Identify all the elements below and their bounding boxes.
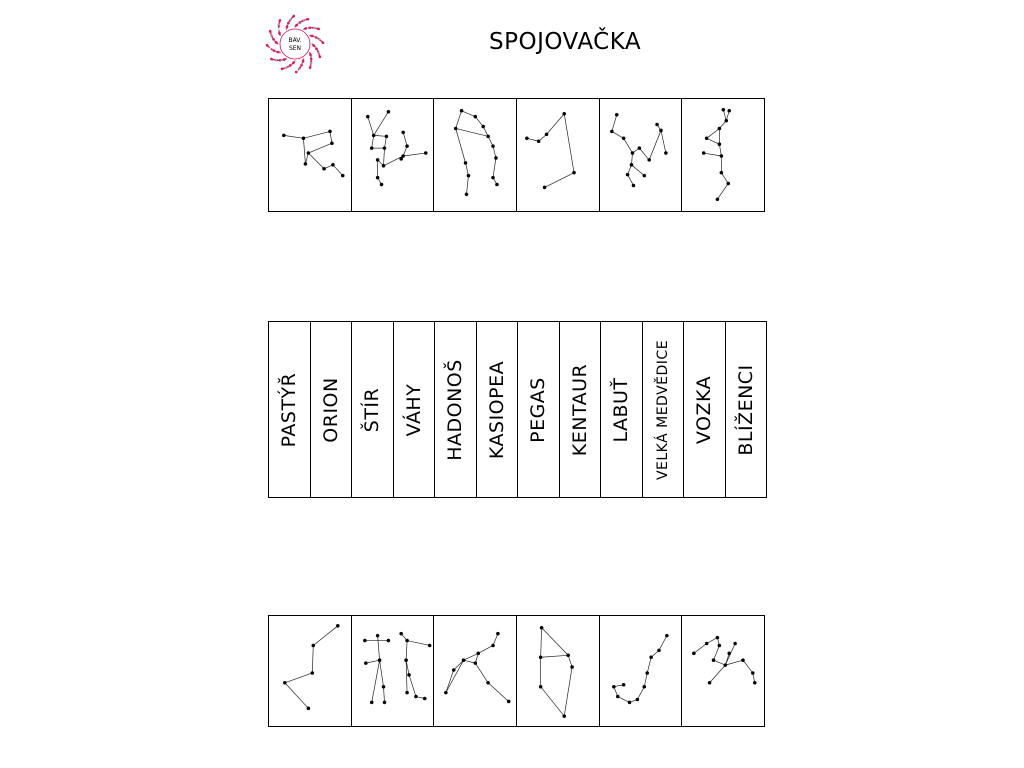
page-title: SPOJOVAČKA <box>489 29 642 55</box>
constellation-icon <box>269 99 351 211</box>
name-card[interactable] <box>269 322 310 497</box>
constellation-card[interactable] <box>681 616 764 726</box>
name-card[interactable] <box>600 322 642 497</box>
name-card[interactable] <box>683 322 725 497</box>
name-card[interactable] <box>725 322 767 497</box>
constellation-icon <box>600 99 682 211</box>
name-label: ŠTÍR <box>361 387 384 432</box>
constellation-icon <box>682 616 764 726</box>
name-label: HADONOŠ <box>444 358 467 461</box>
name-card[interactable] <box>434 322 476 497</box>
name-label: VOZKA <box>693 375 716 444</box>
constellation-strip-bottom <box>268 615 765 727</box>
constellation-card[interactable] <box>681 99 764 211</box>
name-label: BLÍŽENCI <box>734 363 757 456</box>
name-label: KENTAUR <box>568 363 591 456</box>
constellation-icon <box>352 616 434 726</box>
constellation-icon <box>517 99 599 211</box>
constellation-card[interactable] <box>516 616 599 726</box>
constellation-card[interactable] <box>599 99 682 211</box>
constellation-icon <box>434 616 516 726</box>
name-card[interactable] <box>476 322 518 497</box>
name-label: KASIOPEA <box>485 360 508 459</box>
name-label: VÁHY <box>402 383 425 436</box>
constellation-card[interactable] <box>269 99 351 211</box>
name-card[interactable] <box>393 322 435 497</box>
constellation-icon <box>517 616 599 726</box>
name-card[interactable] <box>351 322 393 497</box>
constellation-strip-top <box>268 98 765 212</box>
constellation-card[interactable] <box>433 99 516 211</box>
name-card[interactable] <box>517 322 559 497</box>
name-card[interactable] <box>559 322 601 497</box>
name-card[interactable] <box>310 322 352 497</box>
name-card[interactable] <box>642 322 684 497</box>
constellation-icon <box>682 99 764 211</box>
logo-text-2: SEN <box>288 45 302 52</box>
name-label: PEGAS <box>527 376 550 443</box>
constellation-icon <box>600 616 682 726</box>
name-label: VELKÁ MEDVĚDICE <box>654 339 671 480</box>
constellation-icon <box>434 99 516 211</box>
logo-text-1: BAV. <box>288 37 302 44</box>
constellation-card[interactable] <box>351 616 434 726</box>
constellation-card[interactable] <box>351 99 434 211</box>
name-label: PASTÝŘ <box>278 372 301 447</box>
constellation-icon <box>269 616 351 726</box>
constellation-card[interactable] <box>516 99 599 211</box>
logo-badge-icon <box>265 14 325 74</box>
constellation-names-strip <box>268 321 767 498</box>
constellation-card[interactable] <box>269 616 351 726</box>
constellation-card[interactable] <box>433 616 516 726</box>
name-label: LABUŤ <box>610 376 633 443</box>
name-label: ORION <box>319 376 342 443</box>
constellation-icon <box>352 99 434 211</box>
constellation-card[interactable] <box>599 616 682 726</box>
